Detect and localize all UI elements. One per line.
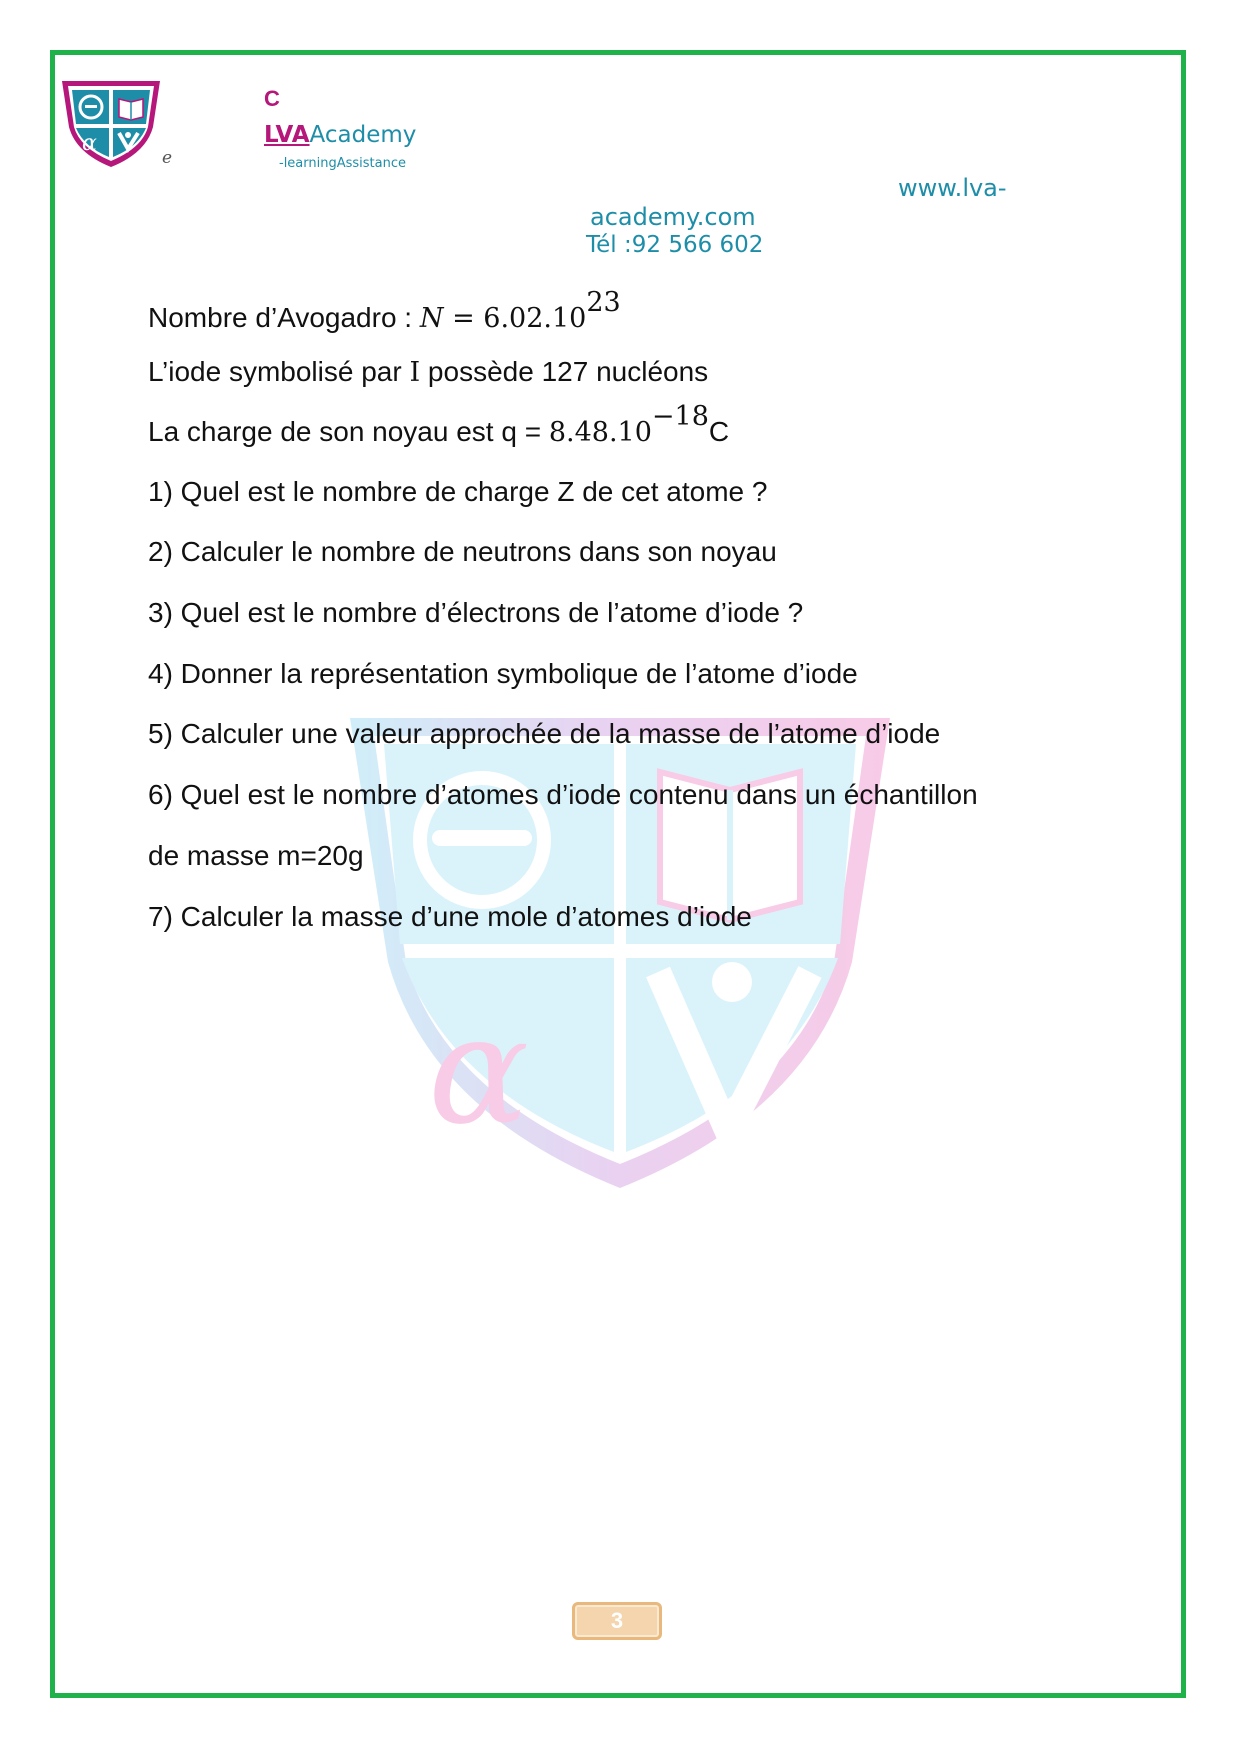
brand-academy: Academy — [309, 122, 417, 148]
charge-value: 8.48.10 — [548, 417, 652, 448]
question-3: 3) Quel est le nombre d’électrons de l’atome d’iode ? — [148, 597, 804, 628]
charge-exponent: −18 — [651, 400, 709, 432]
brand-lva: LVA — [264, 122, 310, 148]
avogadro-label: Nombre d’Avogadro : — [148, 302, 420, 333]
iode-line — [148, 354, 708, 391]
website-line-1: www.lva- — [898, 174, 1007, 202]
page-number-badge — [572, 1602, 662, 1640]
question-1: 1) Quel est le nombre de charge Z de cet atome ? — [148, 476, 768, 507]
avogadro-exponent: 23 — [586, 286, 621, 318]
svg-text:α: α — [82, 131, 97, 156]
charge-prefix: La charge de son noyau est q = — [148, 416, 549, 447]
charge-unit: C — [708, 416, 730, 447]
brand-name — [264, 122, 416, 148]
lva-shield-logo — [56, 77, 166, 169]
logo-mark-letter: e — [162, 148, 173, 168]
brand-tagline: -learningAssistance — [279, 156, 406, 171]
phone-number: Tél :92 566 602 — [586, 232, 764, 258]
svg-text:α: α — [428, 984, 530, 1158]
iode-symbol: I — [409, 357, 421, 388]
avogadro-line — [148, 286, 621, 337]
iode-suffix: possède 127 nucléons — [420, 356, 709, 387]
question-5: 5) Calculer une valeur approchée de la masse de l’atome d’iode — [148, 718, 941, 749]
question-6-continued: de masse m=20g — [148, 840, 364, 871]
question-4: 4) Donner la représentation symbolique de l’atome d’iode — [148, 658, 858, 689]
avogadro-symbol: N — [419, 303, 444, 334]
charge-line — [148, 400, 730, 451]
brand-initial: C — [264, 86, 280, 111]
website-line-2: academy.com — [590, 203, 756, 231]
page-number: 3 — [610, 1608, 624, 1633]
question-6: 6) Quel est le nombre d’atomes d’iode contenu dans un échantillon — [148, 779, 978, 810]
question-7: 7) Calculer la masse d’une mole d’atomes d’iode — [148, 901, 752, 932]
iode-prefix: L’iode symbolisé par — [148, 356, 410, 387]
question-2: 2) Calculer le nombre de neutrons dans son noyau — [148, 536, 777, 567]
avogadro-value: = 6.02.10 — [443, 303, 587, 334]
